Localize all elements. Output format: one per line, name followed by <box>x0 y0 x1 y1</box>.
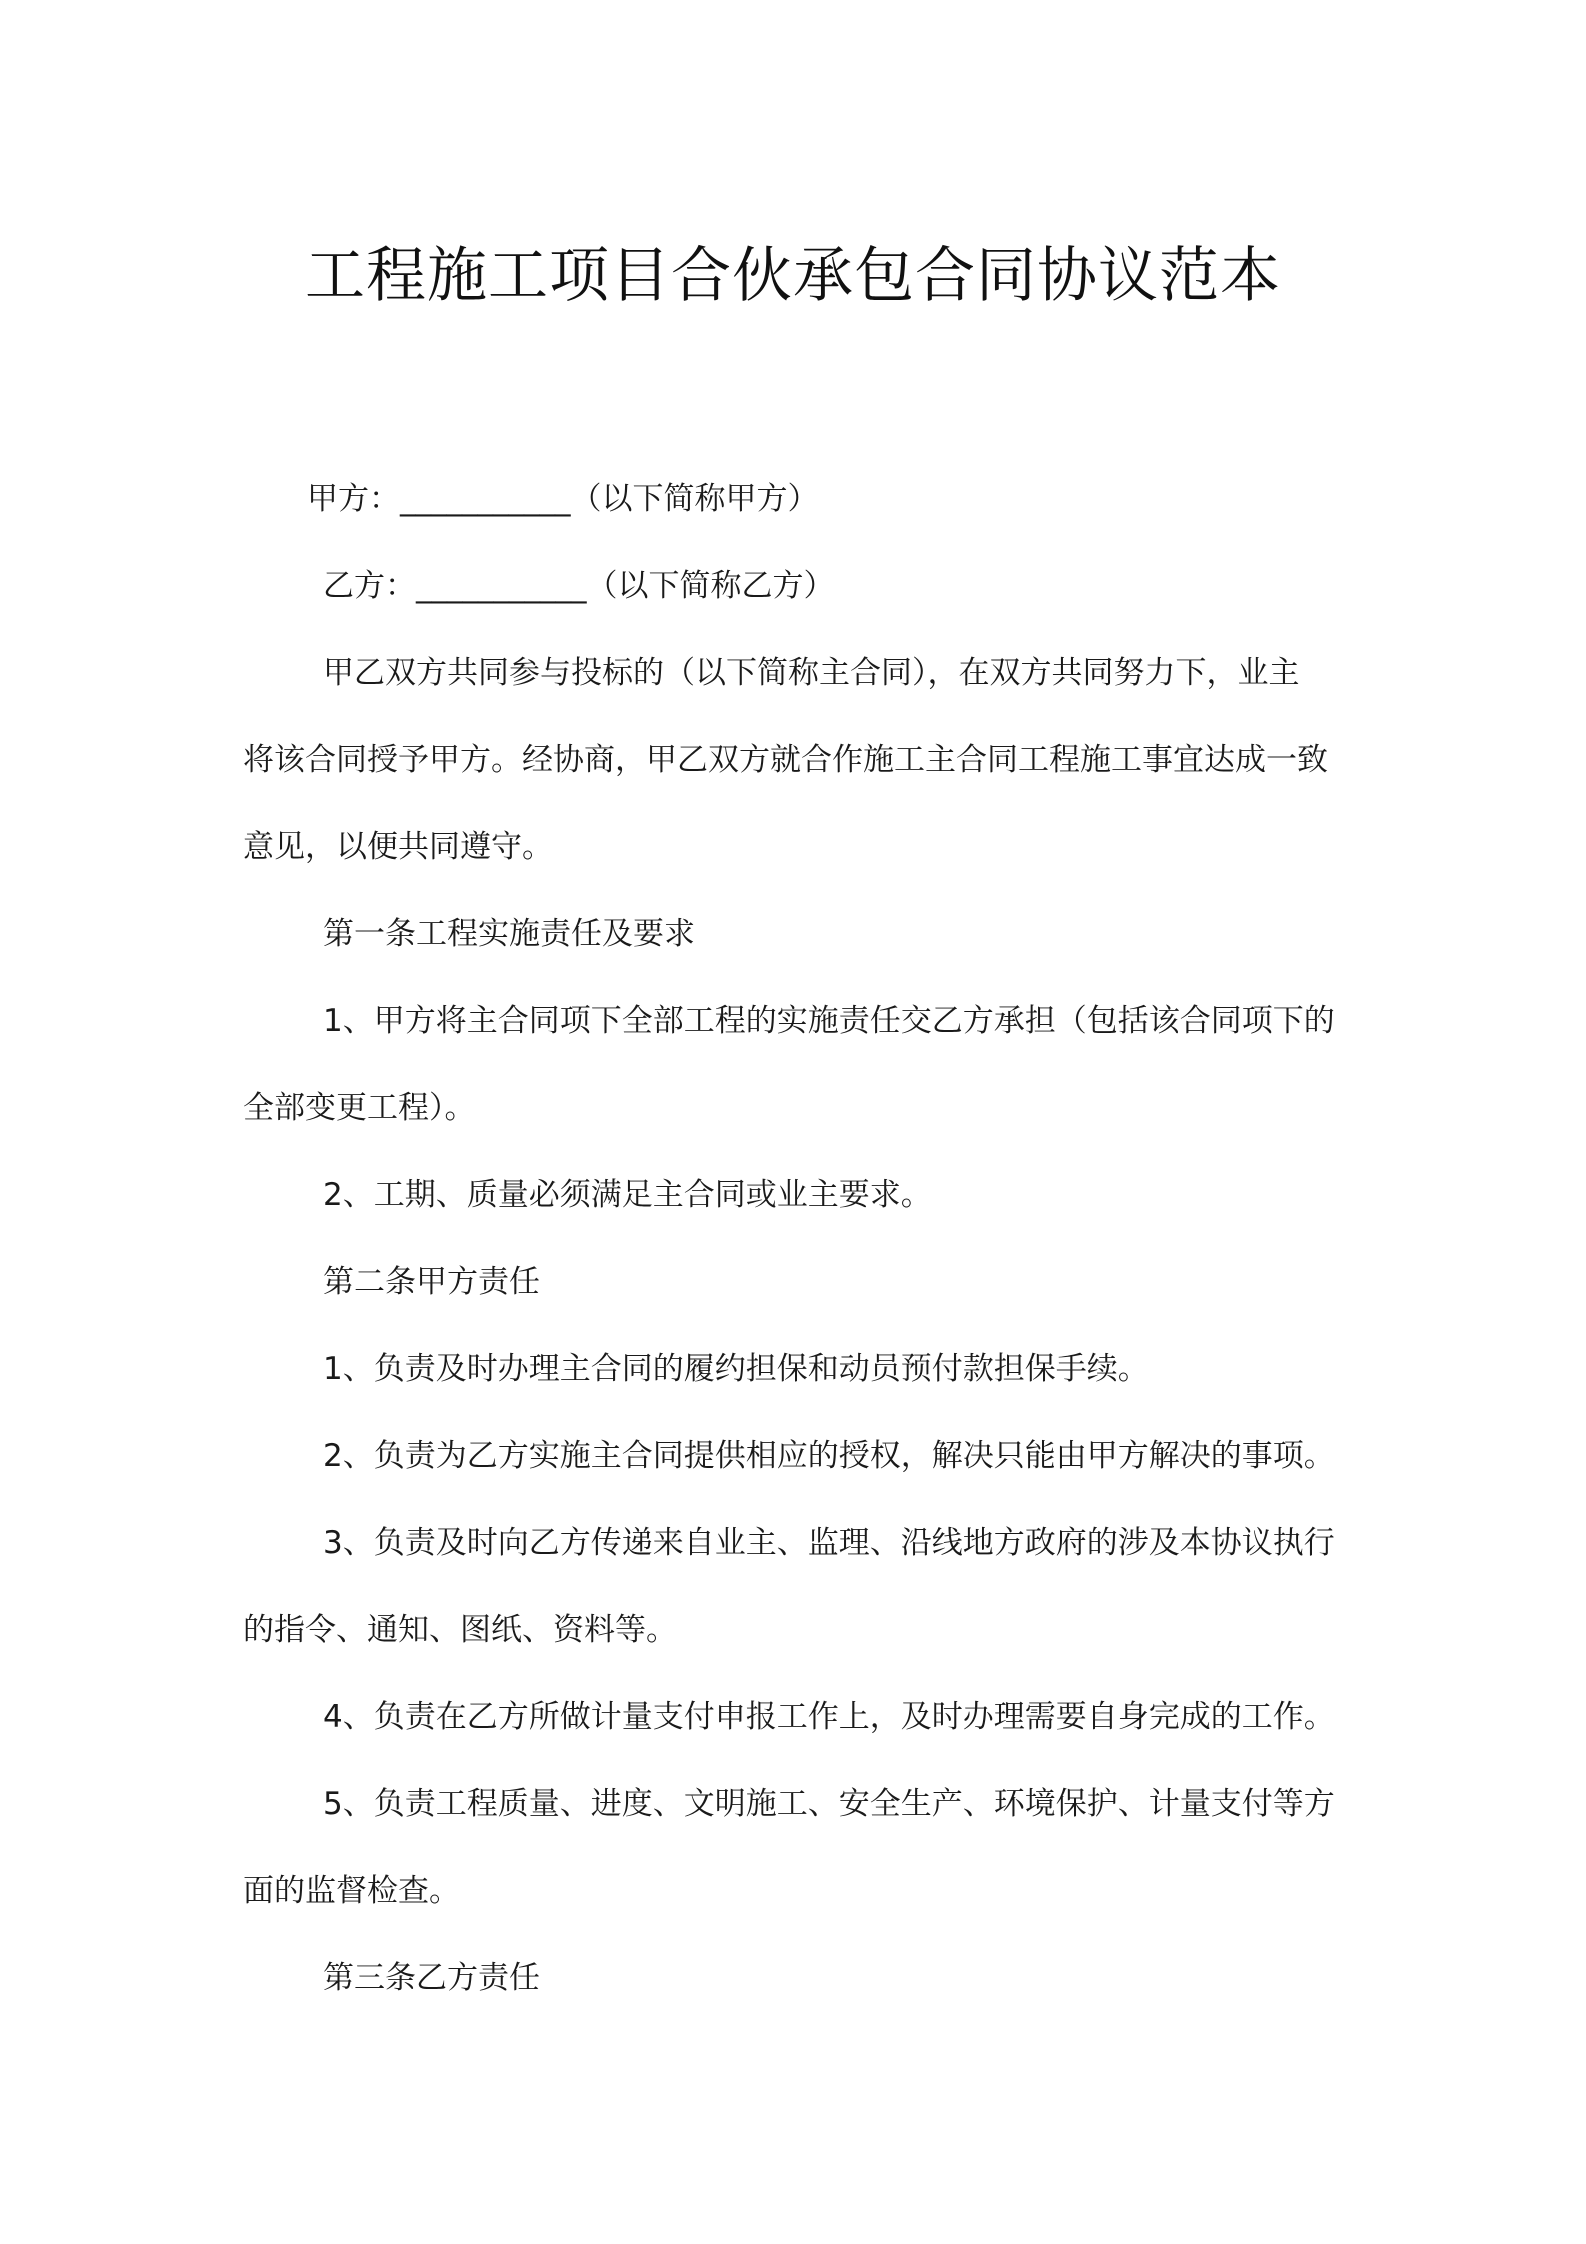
article-1-item-2: 2、工期、质量必须满足主合同或业主要求。 <box>323 1177 932 1213</box>
article-1-item-1-line-1: 1、甲方将主合同项下全部工程的实施责任交乙方承担（包括该合同项下的 <box>323 1003 1335 1039</box>
article-2-item-4: 4、负责在乙方所做计量支付申报工作上，及时办理需要自身完成的工作。 <box>323 1699 1335 1735</box>
article-1-heading: 第一条工程实施责任及要求 <box>323 916 695 952</box>
article-1-item-1-line-2: 全部变更工程）。 <box>243 1090 476 1126</box>
article-2-item-1: 1、负责及时办理主合同的履约担保和动员预付款担保手续。 <box>323 1351 1149 1387</box>
party-b-line: 乙方：___________（以下简称乙方） <box>323 568 835 604</box>
article-2-item-3-line-2: 的指令、通知、图纸、资料等。 <box>243 1612 677 1648</box>
article-3-heading: 第三条乙方责任 <box>323 1960 540 1996</box>
article-2-item-2: 2、负责为乙方实施主合同提供相应的授权，解决只能由甲方解决的事项。 <box>323 1438 1335 1474</box>
article-2-heading: 第二条甲方责任 <box>323 1264 540 1300</box>
preamble-line-2: 将该合同授予甲方。经协商，甲乙双方就合作施工主合同工程施工事宜达成一致 <box>243 742 1328 778</box>
preamble-line-3: 意见，以便共同遵守。 <box>243 829 553 865</box>
document-title: 工程施工项目合伙承包合同协议范本 <box>305 241 1281 311</box>
article-2-item-5-line-2: 面的监督检查。 <box>243 1873 460 1909</box>
article-2-item-3-line-1: 3、负责及时向乙方传递来自业主、监理、沿线地方政府的涉及本协议执行 <box>323 1525 1335 1561</box>
party-a-line: 甲方：___________（以下简称甲方） <box>307 481 819 517</box>
document-body <box>243 456 1355 2022</box>
preamble-line-1: 甲乙双方共同参与投标的（以下简称主合同），在双方共同努力下，业主 <box>323 655 1300 691</box>
article-2-item-5-line-1: 5、负责工程质量、进度、文明施工、安全生产、环境保护、计量支付等方 <box>323 1786 1335 1822</box>
